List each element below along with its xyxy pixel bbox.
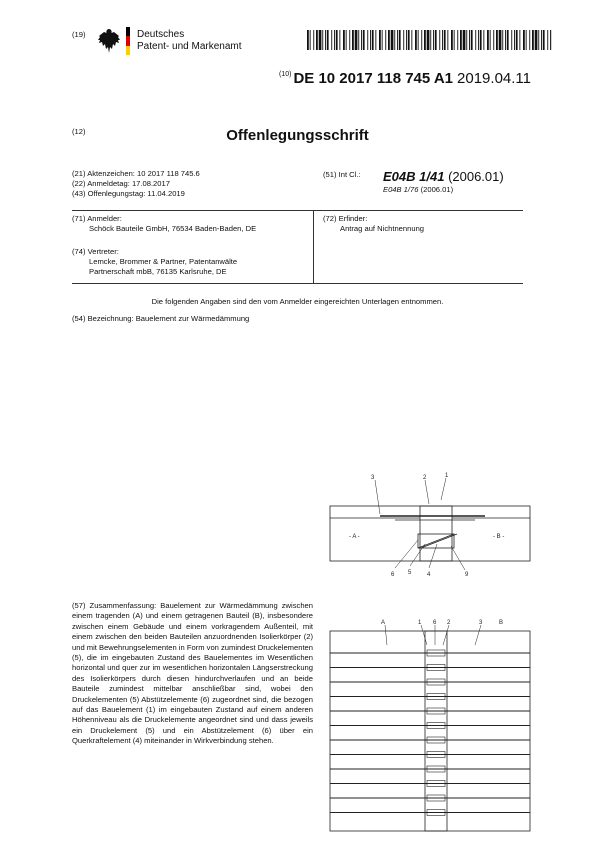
barcode-bar: [538, 30, 539, 50]
barcode-bar: [454, 30, 455, 50]
barcode-bar: [519, 30, 520, 50]
barcode-bar: [391, 30, 394, 50]
abstract-text: (57) Zusammenfassung: Bauelement zur Wärmedämmung zwischen einem tragenden (A) und einem getragenen Bauteil (B), insbesondere zwischen einem Gebäude und einem vorkragendem Außenteil, mit einem zwischen den beiden Bauteilen anzuordnenden Isolierkörper (2) und mit Bewehrungselementen in Form von zumindest Druckelementen (5), die im eingebauten Zustand des Bauelementes im Wesentlichen horizontal und quer zur im wesentlichen horizontalen Längserstreckung des Isolierkörpers durch diesen hindurchverlaufen und an beide Bauteile zumindest mittelbar anschließbar sind, wobei den Druckelementen (5) Abstützelemente (6) zugeordnet sind, die bezogen auf das Bauelement (1) im eingebauten Zustand auf einem anderen Höhenniveau als die Druckelemente angeordnet sind und dass jeweils ein Druckelement (5) und ein Abstützelement (6) über ein Querkraftelement (4) miteinander in Wirkverbindung stehen.: [72, 601, 314, 746]
fig2-label-b: B: [499, 620, 504, 626]
barcode-bar: [415, 30, 417, 50]
barcode-bar: [379, 30, 381, 50]
office-line-2: Patent- und Markenamt: [137, 41, 242, 52]
barcode-bar: [435, 30, 437, 50]
fig1-label-6: 6: [391, 572, 395, 578]
figure-2-plan-view: [325, 617, 535, 835]
barcode-bar: [334, 30, 335, 50]
invention-title: (54) Bezeichnung: Bauelement zur Wärmedämmung: [72, 314, 250, 323]
barcode-bar: [418, 30, 419, 50]
barcode-bar: [355, 30, 358, 50]
fig2-label-2: 2: [447, 620, 451, 626]
document-type-title: Offenlegungsschrift: [226, 127, 369, 144]
parties-bottom-rule: [72, 283, 523, 284]
barcode-bar: [505, 30, 506, 50]
office-line-1: Deutsches: [137, 29, 185, 40]
barcode-bar: [385, 30, 386, 50]
barcode-bar: [331, 30, 332, 50]
barcode-bar: [514, 30, 515, 50]
barcode-bar: [547, 30, 548, 50]
fig1-leader-3: [375, 480, 380, 514]
figure-1-cross-section: [325, 470, 535, 582]
barcode-bar: [375, 30, 376, 50]
barcode-bar: [444, 30, 446, 50]
fig1-insulation-body: [420, 506, 452, 561]
barcode-bar: [427, 30, 430, 50]
fig1-label-5: 5: [408, 570, 412, 576]
barcode-bar: [346, 30, 347, 50]
representative-label: (74) Vertreter:: [72, 247, 119, 256]
barcode-bar: [457, 30, 458, 50]
barcode-bar: [319, 30, 322, 50]
barcode-bar: [370, 30, 371, 50]
patent-office-name: [137, 29, 242, 53]
barcode-bar: [397, 30, 398, 50]
barcode-bar: [487, 30, 489, 50]
barcode-bar: [466, 30, 467, 50]
barcode-bar: [490, 30, 491, 50]
fig1-label-4: 4: [427, 572, 431, 578]
barcode-bar: [382, 30, 383, 50]
inid-code-10: (10): [279, 71, 292, 78]
representative-block: [72, 247, 237, 277]
pub-number-text: DE 10 2017 118 745 A1: [293, 70, 454, 87]
ipc-main-class: [383, 169, 504, 184]
barcode-bar: [367, 30, 368, 50]
barcode-bar: [523, 30, 525, 50]
barcode-bar: [526, 30, 527, 50]
ipc-secondary-class: [383, 185, 453, 194]
barcode-bar: [516, 30, 518, 50]
representative-line-2: Partnerschaft mbB, 76135 Karlsruhe, DE: [89, 267, 227, 276]
barcode-bar: [327, 30, 329, 50]
inventor-block: [323, 214, 424, 234]
barcode-bar: [363, 30, 365, 50]
inid-code-19: (19): [72, 30, 86, 39]
barcode-bar: [322, 30, 323, 50]
barcode-bar: [336, 30, 338, 50]
barcode-image: [307, 30, 552, 50]
fig2-leader-3: [475, 625, 481, 645]
fig1-shear-element: [418, 534, 454, 548]
barcode-bar: [388, 30, 390, 50]
applicant-name: Schöck Bauteile GmbH, 76534 Baden-Baden, DE: [89, 224, 257, 233]
barcode-bar: [310, 30, 311, 50]
fig1-label-b: - B -: [493, 534, 505, 540]
barcode-bar: [469, 30, 470, 50]
fig1-leader-2: [425, 480, 429, 504]
fig1-label-9: 9: [465, 572, 469, 578]
barcode-bar: [529, 30, 530, 50]
fig1-label-1: 1: [445, 473, 449, 479]
fig2-label-3: 3: [479, 620, 483, 626]
barcode-bar: [439, 30, 440, 50]
barcode-bar: [399, 30, 401, 50]
barcode-bar: [408, 30, 410, 50]
fig1-leader-6: [395, 540, 418, 568]
german-flag-stripe: [126, 27, 130, 55]
parties-top-rule: [72, 210, 523, 211]
barcode-bar: [543, 30, 545, 50]
barcode-bar: [511, 30, 512, 50]
barcode-bar: [307, 30, 309, 50]
barcode-bar: [550, 30, 551, 50]
fig2-label-a: A: [381, 620, 386, 626]
ipc-main-version: (2006.01): [448, 169, 504, 184]
fig1-leader-9: [451, 546, 465, 570]
barcode-bar: [483, 30, 484, 50]
barcode-bar: [502, 30, 503, 50]
barcode-bar: [313, 30, 314, 50]
federal-eagle-icon: [97, 27, 121, 55]
inventor-name: Antrag auf Nichtnennung: [340, 224, 425, 233]
fig1-leader-1: [441, 478, 446, 500]
barcode-bar: [475, 30, 476, 50]
publication-date: (43) Offenlegungstag: 11.04.2019: [72, 189, 185, 198]
barcode-bar: [478, 30, 479, 50]
barcode-bar: [406, 30, 407, 50]
barcode-bar: [325, 30, 326, 50]
barcode-bar: [358, 30, 359, 50]
fig2-leader-a: [385, 625, 387, 645]
inid-code-12: (12): [72, 127, 86, 136]
barcode-bar: [460, 30, 462, 50]
applicant-data-note: Die folgenden Angaben sind den vom Anmelder eingereichten Unterlagen entnommen.: [151, 297, 444, 306]
barcode-bar: [496, 30, 498, 50]
barcode-bar: [471, 30, 473, 50]
fig1-label-2: 2: [423, 475, 427, 481]
biblio-left: [72, 169, 200, 199]
inventor-label: (72) Erfinder:: [323, 214, 368, 223]
ipc-main-code: E04B 1/41: [383, 169, 445, 184]
barcode-bar: [421, 30, 422, 50]
barcode-bar: [463, 30, 466, 50]
barcode-bar: [343, 30, 345, 50]
barcode-bar: [352, 30, 354, 50]
barcode-bar: [433, 30, 434, 50]
fig1-leader-4: [429, 544, 437, 568]
fig2-leader-2: [443, 625, 449, 645]
fig2-label-6: 6: [433, 620, 437, 626]
barcode-bar: [339, 30, 340, 50]
fig1-label-a: - A -: [349, 534, 360, 540]
ipc-secondary-version: (2006.01): [420, 185, 454, 194]
publication-number: [279, 70, 531, 87]
barcode-bar: [411, 30, 412, 50]
fig1-label-3: 3: [371, 475, 375, 481]
barcode-bar: [442, 30, 443, 50]
barcode-bar: [532, 30, 534, 50]
barcode-bar: [424, 30, 426, 50]
barcode-bar: [372, 30, 374, 50]
barcode-bar: [349, 30, 350, 50]
barcode-bar: [361, 30, 362, 50]
barcode-bar: [541, 30, 542, 50]
barcode-bar: [430, 30, 431, 50]
barcode-bar: [507, 30, 509, 50]
barcode-bar: [451, 30, 453, 50]
filing-date: (22) Anmeldetag: 17.08.2017: [72, 179, 170, 188]
applicant-label: (71) Anmelder:: [72, 214, 122, 223]
applicant-block: [72, 214, 256, 234]
barcode-bar: [480, 30, 482, 50]
fig2-label-1: 1: [418, 620, 422, 626]
fig2-leader-1: [421, 625, 427, 645]
barcode-bar: [447, 30, 448, 50]
barcode-bar: [535, 30, 538, 50]
barcode-bar: [394, 30, 395, 50]
barcode-bar: [403, 30, 404, 50]
parties-column-divider: [313, 210, 314, 283]
ipc-label: (51) Int Cl.:: [323, 170, 361, 179]
file-number: (21) Aktenzeichen: 10 2017 118 745.6: [72, 169, 200, 178]
barcode-bar: [493, 30, 494, 50]
representative-line-1: Lemcke, Brommer & Partner, Patentanwälte: [89, 257, 238, 266]
barcode-bar: [316, 30, 318, 50]
pub-date-text: 2019.04.11: [457, 70, 531, 87]
ipc-secondary-code: E04B 1/76: [383, 185, 419, 194]
barcode-bar: [499, 30, 502, 50]
